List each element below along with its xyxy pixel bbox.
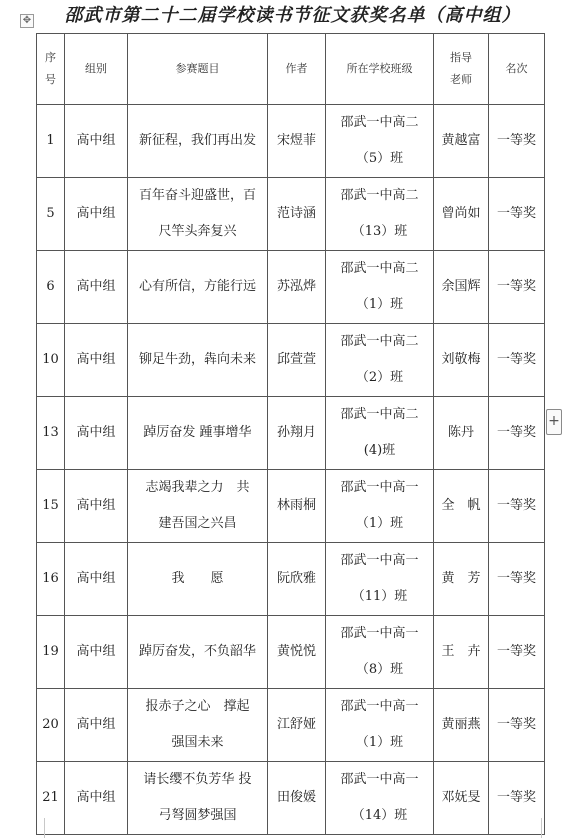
- cell-school: 邵武一中高一 （1）班: [326, 689, 434, 762]
- cell-author: 林雨桐: [268, 470, 326, 543]
- cell-title: 铆足牛劲，犇向未来: [128, 324, 268, 397]
- cell-teacher: 黄 芳: [434, 543, 489, 616]
- cell-teacher: 全 帆: [434, 470, 489, 543]
- cell-school: 邵武一中高一 （14）班: [326, 762, 434, 835]
- cell-group: 高中组: [65, 689, 128, 762]
- cell-no: 5: [37, 178, 65, 251]
- header-rank: 名次: [489, 34, 545, 105]
- cell-no: 16: [37, 543, 65, 616]
- cell-rank: 一等奖: [489, 762, 545, 835]
- table-row: [37, 105, 545, 178]
- cell-teacher: 陈丹: [434, 397, 489, 470]
- cell-title: 报赤子之心 撑起 强国未来: [128, 689, 268, 762]
- header-title: 参赛题目: [128, 34, 268, 105]
- cell-group: 高中组: [65, 251, 128, 324]
- cell-author: 阮欣雅: [268, 543, 326, 616]
- cell-group: 高中组: [65, 397, 128, 470]
- cell-no: 20: [37, 689, 65, 762]
- cell-title: 志竭我辈之力 共 建吾国之兴昌: [128, 470, 268, 543]
- cell-title: 新征程，我们再出发: [128, 105, 268, 178]
- header-school: 所在学校班级: [326, 34, 434, 105]
- cell-rank: 一等奖: [489, 251, 545, 324]
- cell-author: 江舒娅: [268, 689, 326, 762]
- cell-author: 苏泓烨: [268, 251, 326, 324]
- cell-teacher: 刘敬梅: [434, 324, 489, 397]
- cell-school: 邵武一中高一 （1）班: [326, 470, 434, 543]
- table-row: [37, 762, 545, 835]
- cell-no: 21: [37, 762, 65, 835]
- header-teacher: 指导老师: [434, 34, 489, 105]
- cell-group: 高中组: [65, 178, 128, 251]
- table-row: [37, 178, 545, 251]
- page-margin-mark: [541, 818, 542, 838]
- cell-school: 邵武一中高二 （5）班: [326, 105, 434, 178]
- cell-group: 高中组: [65, 616, 128, 689]
- cell-teacher: 曾尚如: [434, 178, 489, 251]
- table-row: [37, 689, 545, 762]
- cell-no: 1: [37, 105, 65, 178]
- table-row: [37, 397, 545, 470]
- cell-group: 高中组: [65, 324, 128, 397]
- cell-teacher: 邓妩旻: [434, 762, 489, 835]
- table-header-row: [37, 34, 545, 105]
- cell-teacher: 黄丽燕: [434, 689, 489, 762]
- cell-rank: 一等奖: [489, 178, 545, 251]
- cell-school: 邵武一中高一 （11）班: [326, 543, 434, 616]
- table-row: [37, 543, 545, 616]
- cell-school: 邵武一中高二 （2）班: [326, 324, 434, 397]
- cell-title: 踔厉奋发 踵事增华: [128, 397, 268, 470]
- cell-no: 10: [37, 324, 65, 397]
- award-table: [36, 33, 545, 835]
- cell-school: 邵武一中高二 （1）班: [326, 251, 434, 324]
- cell-school: 邵武一中高一 （8）班: [326, 616, 434, 689]
- cell-group: 高中组: [65, 470, 128, 543]
- cell-teacher: 黄越富: [434, 105, 489, 178]
- cell-group: 高中组: [65, 105, 128, 178]
- cell-school: 邵武一中高二 (4)班: [326, 397, 434, 470]
- cell-rank: 一等奖: [489, 105, 545, 178]
- page-margin-mark: [44, 818, 45, 838]
- cell-rank: 一等奖: [489, 543, 545, 616]
- cell-rank: 一等奖: [489, 470, 545, 543]
- cell-author: 黄悦悦: [268, 616, 326, 689]
- table-row: [37, 251, 545, 324]
- cell-rank: 一等奖: [489, 616, 545, 689]
- cell-author: 孙翔月: [268, 397, 326, 470]
- cell-author: 邱萱萱: [268, 324, 326, 397]
- cell-no: 15: [37, 470, 65, 543]
- cell-rank: 一等奖: [489, 689, 545, 762]
- header-no: 序号: [37, 34, 65, 105]
- cell-author: 宋煜菲: [268, 105, 326, 178]
- cell-group: 高中组: [65, 762, 128, 835]
- cell-teacher: 王 卉: [434, 616, 489, 689]
- header-author: 作者: [268, 34, 326, 105]
- cell-rank: 一等奖: [489, 397, 545, 470]
- cell-group: 高中组: [65, 543, 128, 616]
- cell-no: 13: [37, 397, 65, 470]
- document-title: 邵武市第二十二届学校读书节征文获奖名单（高中组）: [64, 5, 521, 26]
- cell-title: 百年奋斗迎盛世，百 尺竿头奔复兴: [128, 178, 268, 251]
- cell-title: 心有所信，方能行远: [128, 251, 268, 324]
- header-group: 组别: [65, 34, 128, 105]
- cell-no: 19: [37, 616, 65, 689]
- table-row: [37, 616, 545, 689]
- cell-no: 6: [37, 251, 65, 324]
- cell-school: 邵武一中高二 （13）班: [326, 178, 434, 251]
- table-move-handle-icon[interactable]: ✥: [20, 14, 34, 28]
- cell-author: 田俊媛: [268, 762, 326, 835]
- cell-title: 我 愿: [128, 543, 268, 616]
- table-row: [37, 470, 545, 543]
- add-row-button[interactable]: +: [546, 409, 562, 435]
- table-row: [37, 324, 545, 397]
- cell-teacher: 余国辉: [434, 251, 489, 324]
- cell-rank: 一等奖: [489, 324, 545, 397]
- cell-author: 范诗涵: [268, 178, 326, 251]
- cell-title: 请长缨不负芳华 投 弓弩圆梦强国: [128, 762, 268, 835]
- cell-title: 踔厉奋发，不负韶华: [128, 616, 268, 689]
